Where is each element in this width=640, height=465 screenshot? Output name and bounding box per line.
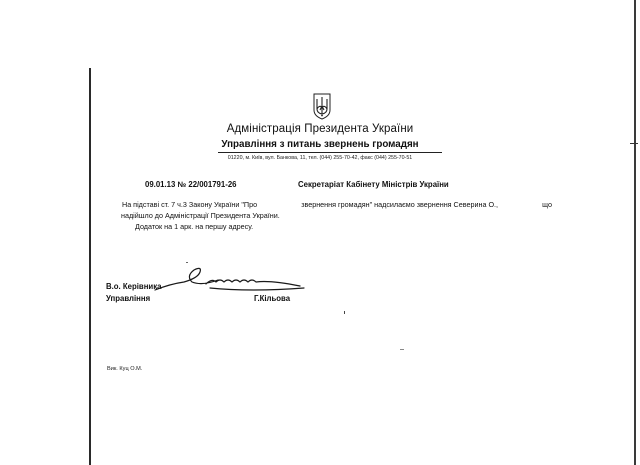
body-line1-part3: що — [542, 200, 552, 209]
signer-role-line1: В.о. Керівника — [106, 282, 162, 291]
trident-emblem-icon — [312, 92, 332, 120]
organization-title: Адміністрація Президента України — [226, 123, 414, 135]
scan-right-edge — [634, 0, 636, 465]
letterhead-divider — [218, 152, 442, 153]
recipient: Секретаріат Кабінету Міністрів України — [298, 180, 449, 189]
body-line1-part1: На підставі ст. 7 ч.3 Закону України "Про — [122, 200, 258, 209]
department-title: Управління з питань звернень громадян — [221, 139, 419, 150]
body-line1-part2: звернення громадян" надсилаємо звернення Северина О., — [301, 200, 499, 209]
document-reference: 09.01.13 № 22/001791-26 — [145, 180, 237, 189]
letterhead-address: 01220, м. Київ, вул. Банкова, 11, тел. (044) 255-70-42, факс (044) 255-70-51 — [227, 155, 413, 161]
executor-note: Вик. Куц О.М. — [107, 366, 143, 372]
handwritten-signature — [150, 262, 310, 298]
attachment-note: Додаток на 1 арк. на першу адресу. — [135, 222, 254, 231]
signer-role-line2: Управління — [106, 294, 151, 303]
body-line2: надійшло до Адміністрації Президента України. — [121, 211, 280, 220]
signer-name: Г.Кільова — [254, 294, 291, 303]
letter-body — [122, 199, 562, 221]
